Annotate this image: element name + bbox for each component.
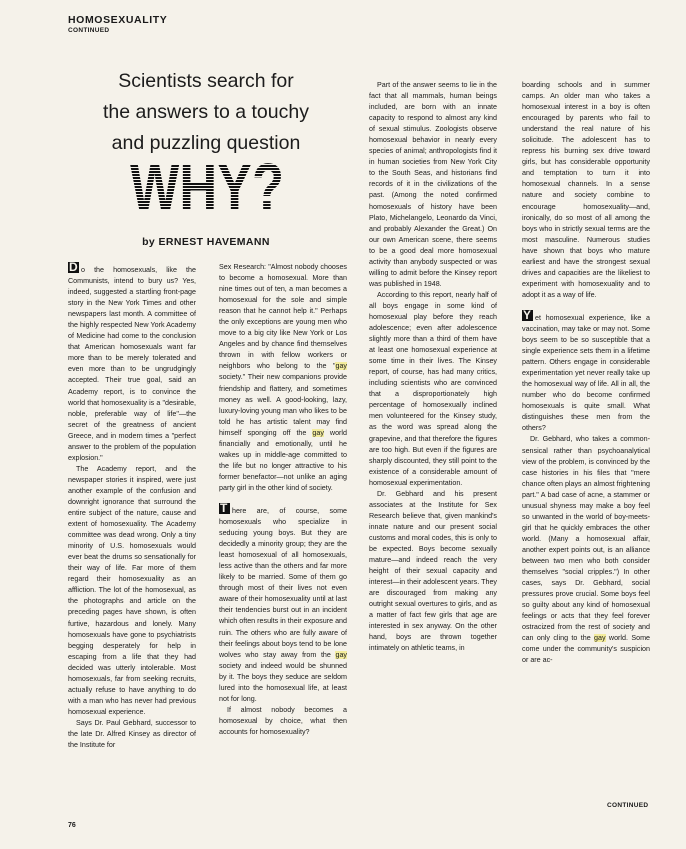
article-column-4	[522, 80, 650, 666]
drop-cap: D	[69, 260, 78, 274]
why-title-art	[128, 150, 286, 225]
headline-line-1: Scientists search for	[118, 70, 294, 92]
col4-paragraph-3: Dr. Gebhard, who takes a common-sensical rather than psychoanalytical view of the problem, is convinced by the case histories in his files that "mere chance often plays an almost frightening part." A bad case of acne, a stammer or unusual shyness may make a boy feel so unwanted in the world of boy-meets-girl that he quickly embraces the other world. (Many a homosexual affair, another expert points out, is an alliance between two men who both consider themselves "social cripples.") In other cases, says Dr. Gebhard, social pressures prove crucial. Some boys feel so guilty about any kind of homosexual feelings or acts that they feel forever ostracized from the rest of society and can only cling to the gay world. Some come under the community's suspicion or are ac-	[522, 435, 650, 665]
headline-line-2: the answers to a touchy	[103, 101, 309, 123]
article-column-3	[369, 80, 497, 654]
col3-paragraph-1: Part of the answer seems to lie in the fact that all mammals, human beings included, are born with an innate capacity to respond to almost any kind of sexual stimulus. Zoologists observe homosexual behavior in nearly every species of animal; anthropologists find it in human societies from New York City to the South Seas, and historians find records of it in the civilizations of the past. (Among the noted confirmed homosexuals of history have been Plato, Michelangelo, Leonardo da Vinci, and probably Alexander the Great.) On our own American scene, there seems to be a good deal more homosexual activity than anybody suspected or was willing to admit before the Kinsey report was published in 1948.	[369, 81, 497, 288]
highlighted-word: gay	[335, 362, 347, 371]
col2-paragraph-2: T here are, of course, some homosexuals who specialize in seducing young boys. But they are decidedly a minority group; they are the least homosexual of all homosexuals, less active than the others and far more likely to be married. Some of them go through most of their lives not even aware of their homosexuality until at last their tendencies burst out in an incident which often results in their exposure and ruin. The others who are fully aware of their feelings about boys tend to be lone wolves who stay away from the gay society and indeed would be shunned by it. The boys they seduce are seldom lured into the homosexual life, at least not for long.	[219, 500, 347, 703]
highlighted-word: gay	[335, 650, 347, 659]
col1-paragraph-3: Says Dr. Paul Gebhard, successor to the late Dr. Alfred Kinsey as director of the Institute for	[68, 718, 196, 750]
article-column-1	[68, 262, 196, 751]
why-text: WHY?	[130, 150, 284, 225]
continued-label-bottom: CONTINUED	[607, 802, 649, 809]
col3-paragraph-2: According to this report, nearly half of all boys engage in some kind of homosexual play before they reach adolescence; even after adolescence slightly more than a third of them have at least one homosexual experience at some time in their lives. The Kinsey report, of course, has had many critics, including scientists who are convinced that a disproportionately high percentage of homosexually inclined men volunteered for the Kinsey study, as the word was spread along the grapevine, and that therefore the figures are too high. But even if the figures are sharply discounted, they still point to the existence of a considerable amount of homosexual experimentation.	[369, 290, 497, 487]
col2-paragraph-3: If almost nobody becomes a homosexual by choice, what then accounts for homosexuality?	[219, 705, 347, 736]
continued-label-top: CONTINUED	[68, 27, 110, 34]
highlighted-word: gay	[594, 634, 606, 643]
col4-paragraph-2: Y et homosexual experience, like a vaccination, may take or may not. Some boys seem to be so susceptible that a single experience sets them in a lifetime pattern. Others engage in considerable experimentation yet never really take up the homosexual way of life. All in all, the number who do become confirmed homosexuals is quite small. What distinguishes these men from the others?	[522, 307, 650, 433]
drop-cap: T	[219, 503, 230, 514]
headline	[60, 66, 352, 159]
drop-cap: Y	[523, 307, 532, 322]
byline: by ERNEST HAVEMANN	[142, 236, 270, 248]
page-number: 76	[68, 822, 76, 829]
highlighted-word: gay	[312, 428, 324, 437]
col4-paragraph-1: boarding schools and in summer camps. An older man who takes a homosexual interest in a boy is often encouraged by parents who fail to understand the real nature of his solicitude. The adolescent has to repress his burning sex drive toward girls, but has considerable opportunity and temptation to turn it into homosexual channels. In a sense nature and society combine to encourage homosexuality—and, ironically, do so most of all among the boys who in strictly sexual terms are the most masculine. Numerous studies have shown that boys who mature earliest and have the strongest sexual drives and capacities are the likeliest to experiment with homosexuality and to adopt it as a way of life.	[522, 81, 650, 299]
col1-paragraph-1: D o the homosexuals, like the Communists, intend to bury us? Yes, indeed, suggested a startling front-page story in the New York Times and other newspapers last month. A committee of the highly respected New York Academy of Medicine had come to the conclusion that American homosexuals want far more than to be merely tolerated and even more than to be ungrudgingly accepted. Their true goal, said an Academy report, is to convince the world that homosexuality is a "desirable, noble, preferable way of life"—the secret of the greatness of ancient Greece, and in modern times a "perfect answer to the problem of the population explosion."	[68, 260, 196, 462]
article-column-2	[219, 262, 347, 738]
col1-paragraph-2: The Academy report, and the newspaper stories it inspired, were just another example of the confusion and downright ignorance that surround the entire subject of the nature, cause and extent of homosexuality. The Academy committee was dead wrong. Only a tiny minority of U.S. homosexuals would ever beat the drums so sensationally for their way of life. Far more of them regard their homosexuality as an affliction. The lot of the homosexual, as the photographs and article on the preceding pages have shown, is often furtive, hazardous and lonely. Many homosexuals have gone to psychiatrists begging desperately for help in escaping from a life that they had decided was utterly intolerable. Most homosexuals, far from seeking recruits, actually refuse to have anything to do with a man who has never had previous homosexual experience.	[68, 464, 196, 716]
section-label: HOMOSEXUALITY	[68, 14, 168, 26]
col2-paragraph-1: Sex Research: "Almost nobody chooses to become a homosexual. More than nine times out of ten, a man becomes a homosexual for the sole and simple reason that he cannot help it." Perhaps the only exceptions are young men who move to a big city like New York or Los Angeles and by chance find themselves thrown in with fellow workers or neighbors who belong to the "gay society." Their new companions provide friendship and flattery, and sometimes money as well. A good-looking, lazy, luxury-loving young man who likes to be told he has artistic talent may find himself sponging off the gay world financially and emotionally, until he wakes up in middle-age committed to the life but no longer attractive to his former benefactor—not unlike an aging party girl in the other kind of society.	[219, 263, 347, 492]
headline-line-3: and puzzling question	[111, 132, 301, 154]
col3-paragraph-3: Dr. Gebhard and his present associates at the Institute for Sex Research believe that, given mankind's innate nature and our present social customs and moral codes, this is only to be expected. Boys become sexually mature—and indeed reach the very height of their sexual capacity and interest—in their adolescent years. They are discouraged from making any outright sexual overtures to girls, and as a matter of fact few girls that age are interested in sex anyway. On the other hand, boys are thrown together intimately on athletic teams, in	[369, 489, 497, 653]
